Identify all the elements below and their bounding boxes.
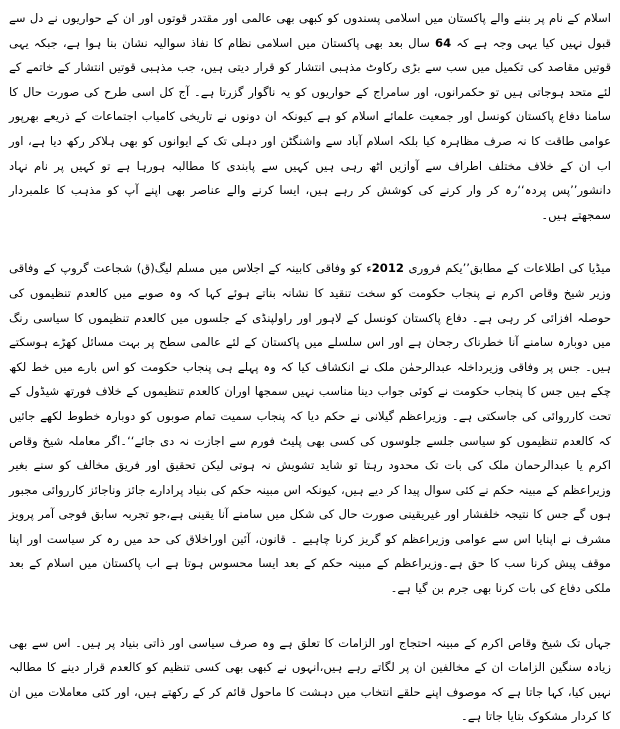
paragraph-media-text-1: میڈیا کی اطلاعات کے مطابق’’یکم فروری — [404, 261, 611, 276]
paragraph-allegations-text: جہاں تک شیخ وقاص اکرم کے مبینہ احتجاج اور الزامات کا تعلق ہے وہ صرف سیاسی اور ذاتی بنیاد پر ہیں۔ اس سے بھی زیادہ سنگین الزامات ان کے مخالفین ان پر لگاتے رہے ہیں،انہوں نے کبھی بھی کسی تنظیم کو کالعدم قرار دینے کا مطالبہ نہیں کیا، کہا جاتا ہے کہ موصوف اپنے حلقے انتخاب میں دہشت کا ماحول قائم کر کے رکھتے ہیں، اور کئی معاملات میں ان کا کردار مشکوک بتایا جاتا ہے۔ — [9, 635, 611, 724]
paragraph-intro-years-number: 64 — [435, 35, 452, 50]
paragraph-intro-text-1: اسلام کے نام پر بننے والے پاکستان میں اسلامی پسندوں کو کبھی بھی عالمی اور مقتدر قوتوں اور ان کے حواریوں نے دل سے قبول نہیں کیا یہی وجہ ہے کہ — [9, 11, 611, 50]
paragraph-gap — [9, 227, 611, 256]
paragraph-allegations — [9, 631, 611, 729]
paragraph-intro-text-2: سال بعد بھی پاکستان میں اسلامی نظام کا نفاذ سوالیہ نشان بنا ہوا ہے، جبکہ یہی قوتیں مقاصد کی تکمیل میں سب سے بڑی رکاوٹ مذہبی انتشار کو قرار دیتی ہیں، جب مذہبی قوتیں انتشار کے خاتمے کے لئے متحد ہوجاتی ہیں تو حکمرانوں، اور سامراج کے حواریوں کو یہ ناگوار گزرتا ہے۔ آج کل اسی طرح کی صورت حال کا سامنا دفاع پاکستان کونسل اور جمعیت علمائے اسلام کو ہے کیونکہ ان دونوں نے تاریخی کامیاب اجتماعات کے ذریعے بھرپور عوامی طاقت کا نہ صرف مظاہرہ کیا بلکہ اسلام آباد سے واشنگٹن اور دہلی تک کے ایوانوں کو بھی ہلاکر رکھ دیا ہے، اور اب ان کے خلاف مختلف اطراف سے آوازیں اٹھ رہی ہیں کہیں سے پابندی کا مطالبہ ہورہا ہے تو کہیں پر نام نہاد دانشور’’پس پردہ‘‘رہ کر وار کرنے کی کوشش کر رہے ہیں، ایسا کرنے والے عناصر بھی اپنے آپ کو مذہب کا علمبردار سمجھتے ہیں۔ — [9, 35, 611, 222]
paragraph-media-year-number: 2012 — [371, 261, 404, 276]
paragraph-intro — [9, 6, 611, 227]
paragraph-gap — [9, 601, 611, 631]
paragraph-media-text-2: ء کو وفاقی کابینہ کے اجلاس میں مسلم لیگ(ق) شجاعت گروپ کے وفاقی وزیر شیخ وقاص اکرم نے پنجاب حکومت کو سخت تنقید کا نشانہ بناتے ہوئے کہا کہ وہ صوبے میں کالعدم تنظیموں کی حوصلہ افزائی کر رہی ہے۔ دفاع پاکستان کونسل کے لاہور اور راولپنڈی کے جلسوں میں کالعدم تنظیموں کا سیاسی رنگ میں دوبارہ سامنے آنا خطرناک رجحان ہے اور اس سلسلے میں پاکستان کے لئے عالمی سطح پر بہت مسائل کھڑے ہوسکتے ہیں۔ جس پر وفاقی وزیرداخلہ عبدالرحمٰن ملک نے انکشاف کیا کہ وہ پہلے ہی پنجاب حکومت کو اس بارے میں خط لکھ چکے ہیں جس کا پنجاب حکومت نے کوئی جواب دینا مناسب نہیں سمجھا اوران کالعدم تنظیموں کے خلاف فورتھ شیڈول کے تحت کارروائی کی جاسکتی ہے۔ وزیراعظم گیلانی نے حکم دیا کہ پنجاب سمیت تمام صوبوں کو دوبارہ خطوط لکھے جائیں کہ کالعدم تنظیموں کو سیاسی جلسے جلوسوں کی کسی بھی پلیٹ فورم سے اجازت نہ دی جائے‘‘۔اگر معاملہ شیخ وقاص اکرم یا عبدالرحمان ملک کی بات تک محدود رہتا تو شاید تشویش نہ ہوتی لیکن تحقیق اور فریق مخالف کو سنے بغیر وزیراعظم کے مبینہ حکم نے کئی سوال پیدا کر دیے ہیں، کیونکہ اس مبینہ حکم کی بنیاد پرادارے جائز وناجائز کارروائی مجبور ہوں گے جس کا نتیجہ خلفشار اور غیریقینی صورت حال کی شکل میں سامنے آنا یقینی ہے،جو تجربہ سابق فوجی آمر پرویز مشرف نے اپنایا اس سے عوامی وزیراعظم کو گریز کرنا چاہیے ۔ قانون، آئین اوراخلاق کی حد میں رہ کر سیاست اور اپنا موقف پیش کرنا سب کا حق ہے۔وزیراعظم کے مبینہ حکم کے بعد ایسا محسوس ہوتا ہے اب پاکستان میں اسلام کے بعد ملکی دفاع کی بات کرنا بھی جرم بن گیا ہے۔ — [9, 261, 611, 596]
paragraph-media-reports — [9, 256, 611, 600]
